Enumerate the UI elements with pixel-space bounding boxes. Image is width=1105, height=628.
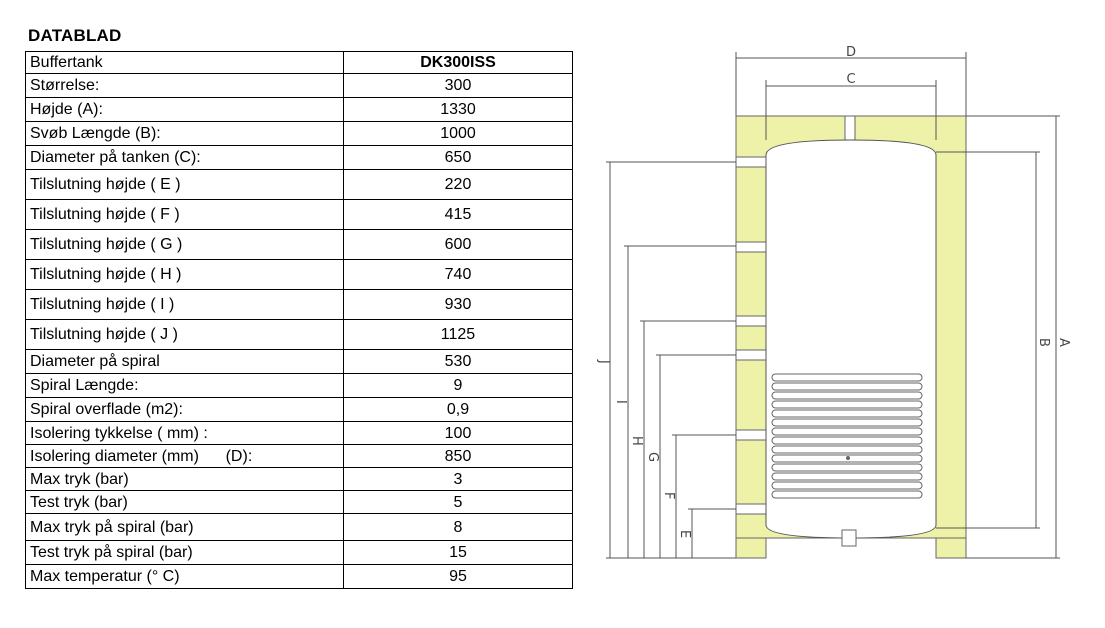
tank-foot-left xyxy=(736,538,766,558)
top-connection xyxy=(845,116,855,140)
spiral-loop xyxy=(772,446,922,453)
table-row xyxy=(26,445,573,468)
table-cell-value: 5 xyxy=(344,491,573,514)
dimension-a xyxy=(966,116,1071,558)
table-row xyxy=(26,468,573,491)
table-cell-value: 600 xyxy=(344,230,573,260)
table-cell-label: Diameter på spiral xyxy=(26,350,344,374)
table-cell-value: 15 xyxy=(344,541,573,565)
table-row xyxy=(26,122,573,146)
table-row xyxy=(26,290,573,320)
spiral-loop xyxy=(772,428,922,435)
table-cell-label: Buffertank xyxy=(26,52,344,74)
bottom-drain xyxy=(842,530,856,546)
table-row xyxy=(26,260,573,290)
label-b: B xyxy=(1036,338,1051,347)
table-row xyxy=(26,541,573,565)
table-cell-value: 530 xyxy=(344,350,573,374)
label-e: E xyxy=(677,530,692,539)
spiral-loop xyxy=(772,410,922,417)
table-row xyxy=(26,146,573,170)
table-cell-label: Tilslutning højde ( E ) xyxy=(26,170,344,200)
table-cell-label: Spiral Længde: xyxy=(26,374,344,398)
spiral-loop xyxy=(772,392,922,399)
table-row xyxy=(26,565,573,589)
table-cell-label: Spiral overflade (m2): xyxy=(26,398,344,422)
table-row xyxy=(26,230,573,260)
tank-foot-right xyxy=(936,538,966,558)
table-cell-value: 100 xyxy=(344,422,573,445)
table-cell-label: Isolering tykkelse ( mm) : xyxy=(26,422,344,445)
spiral-loop xyxy=(772,383,922,390)
table-row xyxy=(26,74,573,98)
label-a: A xyxy=(1056,338,1071,347)
table-cell-label: Diameter på tanken (C): xyxy=(26,146,344,170)
table-cell-label: Max tryk (bar) xyxy=(26,468,344,491)
table-cell-label: Test tryk på spiral (bar) xyxy=(26,541,344,565)
table-cell-label: Isolering diameter (mm) (D): xyxy=(26,445,344,468)
table-cell-label: Størrelse: xyxy=(26,74,344,98)
table-cell-label: Højde (A): xyxy=(26,98,344,122)
table-row xyxy=(26,98,573,122)
tank-technical-drawing xyxy=(596,40,1076,570)
table-row xyxy=(26,422,573,445)
table-cell-value: 0,9 xyxy=(344,398,573,422)
label-g: G xyxy=(645,452,660,463)
table-row xyxy=(26,398,573,422)
spiral-loop xyxy=(772,464,922,471)
spiral-loop xyxy=(772,419,922,426)
table-cell-label: Test tryk (bar) xyxy=(26,491,344,514)
table-cell-value: 1000 xyxy=(344,122,573,146)
spiral-loop xyxy=(772,437,922,444)
table-row xyxy=(26,170,573,200)
datasheet-title: DATABLAD xyxy=(28,26,122,45)
table-row xyxy=(26,491,573,514)
label-c: C xyxy=(846,72,856,87)
coil-center-mark xyxy=(846,456,850,460)
table-cell-label: Svøb Længde (B): xyxy=(26,122,344,146)
label-i: I xyxy=(613,400,628,404)
table-cell-value: 650 xyxy=(344,146,573,170)
table-row xyxy=(26,320,573,350)
spiral-loop xyxy=(772,473,922,480)
table-cell-value: 8 xyxy=(344,514,573,541)
model-name: DK300ISS xyxy=(344,52,573,74)
datasheet-table xyxy=(25,51,573,589)
table-cell-label: Max temperatur (° C) xyxy=(26,565,344,589)
table-cell-label: Max tryk på spiral (bar) xyxy=(26,514,344,541)
table-cell-value: 300 xyxy=(344,74,573,98)
table-cell-value: 1330 xyxy=(344,98,573,122)
table-cell-label: Tilslutning højde ( I ) xyxy=(26,290,344,320)
table-cell-value: 930 xyxy=(344,290,573,320)
spiral-loop xyxy=(772,374,922,381)
table-cell-value: 850 xyxy=(344,445,573,468)
table-cell-value: 95 xyxy=(344,565,573,589)
table-header-row xyxy=(26,52,573,74)
table-cell-value: 3 xyxy=(344,468,573,491)
label-d: D xyxy=(845,45,857,60)
spiral-loop xyxy=(772,491,922,498)
label-j: J xyxy=(596,360,611,364)
table-cell-value: 9 xyxy=(344,374,573,398)
table-row xyxy=(26,514,573,541)
table-cell-value: 415 xyxy=(344,200,573,230)
table-cell-label: Tilslutning højde ( F ) xyxy=(26,200,344,230)
table-row xyxy=(26,374,573,398)
label-h: H xyxy=(629,436,644,446)
table-cell-value: 220 xyxy=(344,170,573,200)
table-cell-value: 740 xyxy=(344,260,573,290)
label-f: F xyxy=(661,492,676,500)
spiral-loop xyxy=(772,401,922,408)
table-cell-value: 1125 xyxy=(344,320,573,350)
spiral-loop xyxy=(772,482,922,489)
table-row xyxy=(26,350,573,374)
table-cell-label: Tilslutning højde ( G ) xyxy=(26,230,344,260)
table-cell-label: Tilslutning højde ( H ) xyxy=(26,260,344,290)
table-cell-label: Tilslutning højde ( J ) xyxy=(26,320,344,350)
table-row xyxy=(26,200,573,230)
